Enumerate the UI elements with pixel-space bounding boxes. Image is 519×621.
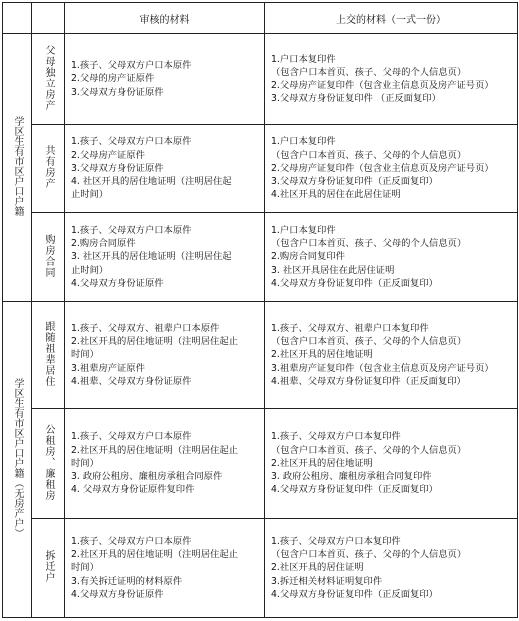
list-item: 时间）: [71, 457, 99, 469]
list-item: 2.社区开具的居住地证明（注明居住起止: [71, 336, 238, 348]
list-item: 3. 社区开具的居住地证明（注明居住起: [71, 251, 232, 263]
subcategory-label: 父母独立房产: [43, 44, 54, 111]
list-item: 2.社区开具的居住地证明: [271, 349, 373, 361]
corner-cell-2: [32, 3, 65, 34]
corner-cell: [3, 3, 32, 34]
subcategory-label: 公租房、廉租房: [43, 423, 54, 501]
list-item: 1.孩子、父母双方户口本原件: [71, 60, 192, 72]
table-row: [3, 213, 518, 302]
list-item: 时间）: [71, 562, 99, 574]
list-item: 4. 父母双方身份证原件复印件: [71, 484, 195, 496]
list-item: 4.社区开具的居住在此居住证明: [271, 189, 401, 201]
list-item: 3.祖辈房产证复印件（包含业主信息页及房产证号页）: [271, 362, 494, 374]
list-item: 2.购房合同原件: [71, 238, 136, 250]
submitted-list: [265, 519, 518, 618]
list-item: 止时间）: [71, 189, 109, 201]
list-item: （包含户口本首页、孩子、父母的个人信息页）: [271, 66, 467, 78]
list-item: （包含户口本首页、孩子、父母的个人信息页）: [271, 444, 467, 456]
category-cell-household-without-property: [3, 302, 32, 618]
list-item: 2.购房合同复印件: [271, 251, 345, 263]
list-item: 2.父母房产证复印件（包含业主信息页及房产证号页）: [271, 162, 494, 174]
list-item: （包含户口本首页、孩子、父母的个人信息页）: [271, 336, 467, 348]
submitted-materials-header: 上交的材料（一式一份）: [265, 3, 518, 34]
list-item: 1.孩子、父母双方、祖辈户口本原件: [71, 322, 220, 334]
list-item: 2.社区开具的居住地证明: [271, 457, 373, 469]
table-row: [3, 409, 518, 519]
list-item: 4.父母双方身份证复印件（正反面复印）: [271, 588, 438, 600]
list-item: 2.社区开具的居住地证明（注明居住起止: [71, 549, 238, 561]
category-label: 学区生有市区户口户籍（无房产户）: [12, 378, 23, 538]
materials-table: [2, 2, 518, 618]
list-item: 3.父母双方身份证复印件（正反面复印）: [271, 176, 438, 188]
list-item: 3.祖辈房产证原件: [71, 362, 145, 374]
list-item: 2.父母房产证复印件（包含业主信息页及房产证号页）: [271, 80, 494, 91]
subcategory-cell: [32, 34, 65, 125]
table-row: [3, 125, 518, 213]
subcategory-label: 共有房产: [43, 145, 54, 189]
reviewed-list: [65, 34, 265, 125]
table-row: [3, 302, 518, 409]
submitted-list: [265, 34, 518, 125]
list-item: 3. 社区开具居住在此居住证明: [271, 264, 395, 276]
header-row: [3, 3, 518, 34]
list-item: 1.户口本复印件: [271, 224, 336, 236]
subcategory-label: 拆迁户: [43, 550, 54, 583]
list-item: 2.社区开具的居住地证明（注明居住起止: [71, 444, 238, 456]
list-item: 3. 政府公租房、廉租房承租合同原件: [71, 471, 223, 483]
subcategory-label: 购房合同: [43, 233, 54, 278]
list-item: （包含户口本首页、孩子、父母的个人信息页）: [271, 549, 467, 561]
list-item: 1.孩子、父母双方户口本原件: [71, 136, 192, 148]
list-item: 3.拆迁相关材料证明复印件: [271, 575, 383, 587]
materials-table-container: [2, 2, 517, 619]
list-item: 3.有关拆迁证明的材料原件: [71, 575, 183, 587]
list-item: 1.孩子、父母双方户口本复印件: [271, 535, 401, 547]
list-item: 时间）: [71, 349, 99, 361]
subcategory-cell: [32, 125, 65, 213]
list-item: 3.父母双方身份证原件: [71, 86, 164, 98]
category-label: 学区生有市区户口户籍: [12, 116, 23, 216]
list-item: （包含户口本首页、孩子、父母的个人信息页）: [271, 238, 467, 250]
list-item: 3.父母双方身份证复印件 （正反面复印）: [271, 93, 441, 105]
category-cell-household-with-property: [3, 34, 32, 302]
list-item: 4.祖辈、父母双方身份证复印件（正反面复印）: [271, 375, 466, 387]
table-row: [3, 519, 518, 618]
table-row: [3, 34, 518, 125]
reviewed-list: [65, 125, 265, 213]
reviewed-list: [65, 409, 265, 519]
list-item: 4.父母双方身份证原件: [71, 277, 164, 289]
reviewed-list: [65, 519, 265, 618]
list-item: 3.父母双方身份证原件: [71, 162, 164, 174]
submitted-list: [265, 302, 518, 409]
submitted-list: [265, 213, 518, 302]
reviewed-materials-header: 审核的材料: [65, 3, 265, 34]
list-item: 4.父母双方身份证原件: [71, 588, 164, 600]
list-item: 2.父母的房产证原件: [71, 73, 155, 85]
reviewed-list: [65, 302, 265, 409]
list-item: 4.祖辈、父母双方身份证原件: [71, 375, 192, 387]
subcategory-cell: [32, 409, 65, 519]
list-item: 止时间）: [71, 264, 109, 276]
list-item: 4. 社区开具的居住地证明（注明居住起: [71, 176, 232, 188]
reviewed-list: [65, 213, 265, 302]
subcategory-cell: [32, 302, 65, 409]
subcategory-label: 跟随祖辈居住: [43, 320, 54, 387]
list-item: 1.户口本复印件: [271, 53, 336, 65]
subcategory-cell: [32, 519, 65, 618]
list-item: 1.孩子、父母双方户口本原件: [71, 535, 192, 547]
list-item: 2.社区开具的居住证明: [271, 562, 364, 574]
submitted-list: [265, 409, 518, 519]
list-item: 1.孩子、父母双方、祖辈户口本复印件: [271, 322, 429, 334]
list-item: （包含户口本首页、孩子、父母的个人信息页）: [271, 149, 467, 161]
list-item: 1.孩子、父母双方户口本复印件: [271, 431, 401, 443]
submitted-list: [265, 125, 518, 213]
list-item: 3. 政府公租房、廉租房承租合同复印件: [271, 471, 432, 483]
list-item: 1.孩子、父母双方户口本原件: [71, 224, 192, 236]
list-item: 4.父母双方身份证复印件（正反面复印）: [271, 277, 438, 289]
list-item: 4.父母双方身份证复印件（正反面复印）: [271, 484, 438, 496]
list-item: 1.孩子、父母双方户口本原件: [71, 431, 192, 443]
list-item: 2.父母房产证原件: [71, 149, 145, 161]
list-item: 1.户口本复印件: [271, 136, 336, 148]
subcategory-cell: [32, 213, 65, 302]
